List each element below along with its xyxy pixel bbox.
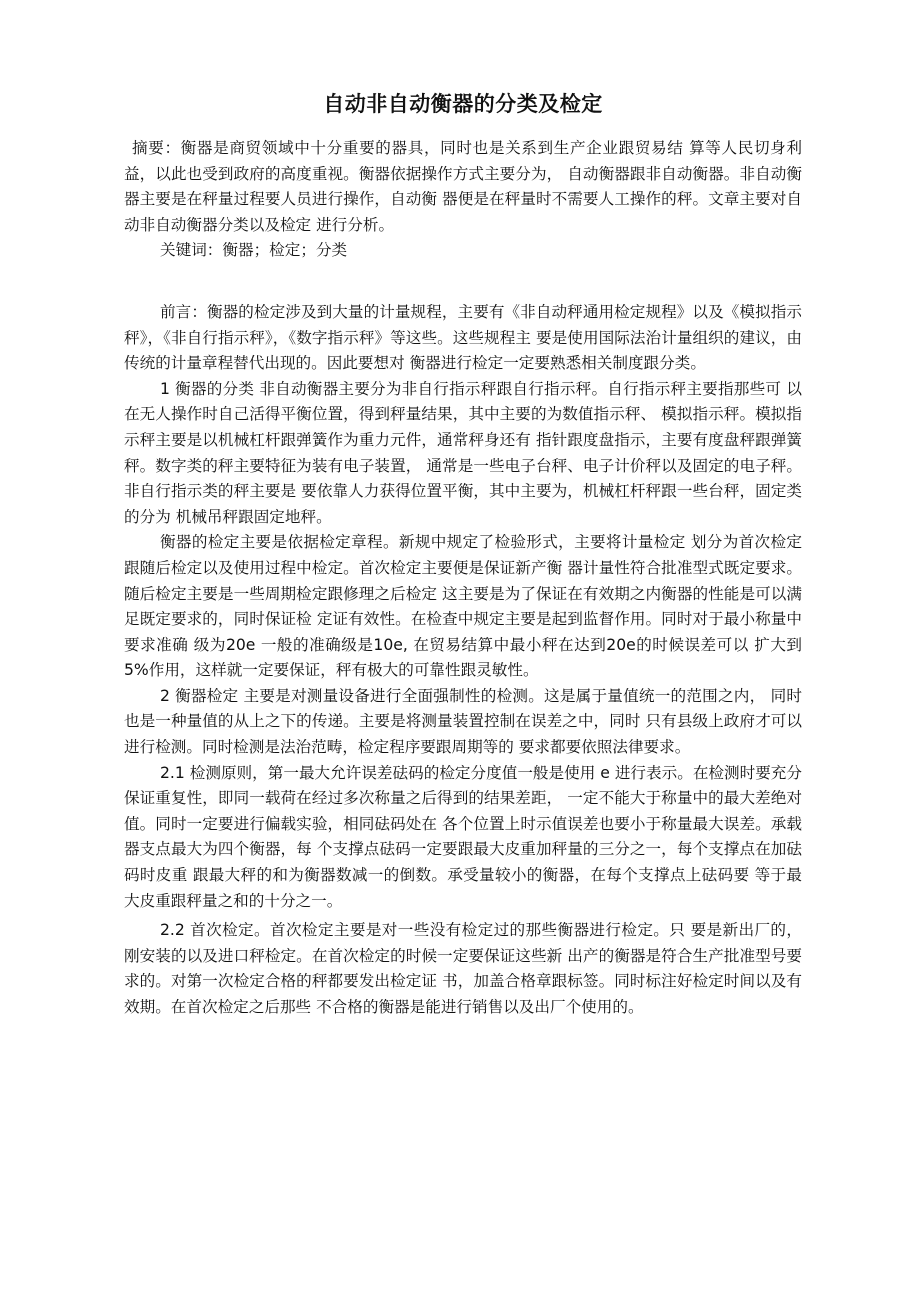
section-1-verification-paragraph: 衡器的检定主要是依据检定章程。新规中规定了检验形式，主要将计量检定 划分为首次检定跟随后检定以及使用过程中检定。首次检定主要便是保证新产衡 器计量性符合批准型式既定要求。随后检定主要是一些周期检定跟修理之后检定 这主要是为了保证在有效期之内衡器的性能是可以满足既定要求的，同时保证检 定证有效性。在检查中规定主要是起到监督作用。同时对于最小称量中要求准确 级为20e 一般的准确级是10e, 在贸易结算中最小秤在达到20e的时候误差可以 扩大到 5%作用，这样就一定要保证，秤有极大的可靠性跟灵敏性。 (124, 533, 802, 680)
section-gap (124, 292, 802, 300)
document-title: 自动非自动衡器的分类及检定 (323, 92, 603, 116)
document-page (124, 88, 802, 1021)
section-2-paragraph: 2 衡器检定 主要是对测量设备进行全面强制性的检测。这是属于量值统一的范围之内， 同时也是一种量值的从上之下的传递。主要是将测量装置控制在误差之中，同时 只有县级上政府才可以进行检测。同时检测是法治范畴，检定程序要跟周期等的 要求都要依照法律要求。 (124, 686, 802, 757)
preface-paragraph: 前言：衡器的检定涉及到大量的计量规程，主要有《非自动秤通用检定规程》以及《模拟指示秤》，《非自行指示秤》，《数字指示秤》等这些。这些规程主 要是使用国际法治计量组织的建议，由传统的计量章程替代出现的。因此要想对 衡器进行检定一定要熟悉相关制度跟分类。 (124, 302, 802, 373)
section-2-1-paragraph: 2.1 检测原则，第一最大允许误差砝码的检定分度值一般是使用 e 进行表示。在检测时要充分保证重复性，即同一载荷在经过多次称量之后得到的结果差距， 一定不能大于称量中的最大差绝对值。同时一定要进行偏载实验，相同砝码处在 各个位置上时示值误差也要小于称量最大误差。承载器支点最大为四个衡器，每 个支撑点砝码一定要跟最大皮重加秤量的三分之一，每个支撑点在加砝码时皮重 跟最大秤的和为衡器数减一的倒数。承受量较小的衡器，在每个支撑点上砝码要 等于最大皮重跟秤量之和的十分之一。 (124, 763, 802, 910)
abstract-paragraph: 摘要：衡器是商贸领域中十分重要的器具，同时也是关系到生产企业跟贸易结 算等人民切身利益，以此也受到政府的高度重视。衡器依据操作方式主要分为， 自动衡器跟非自动衡器。非自动衡器主要是在秤量过程要人员进行操作，自动衡 器便是在秤量时不需要人工操作的秤。文章主要对自动非自动衡器分类以及检定 进行分析。 (124, 139, 802, 234)
section-1-paragraph: 1 衡器的分类 非自动衡器主要分为非自行指示秤跟自行指示秤。自行指示秤主要指那些可 以在无人操作时自己活得平衡位置，得到秤量结果，其中主要的为数值指示秤、 模拟指示秤。模拟指示秤主要是以机械杠杆跟弹簧作为重力元件，通常秤身还有 指针跟度盘指示，主要有度盘秤跟弹簧秤。数字类的秤主要特征为装有电子装置， 通常是一些电子台秤、电子计价秤以及固定的电子秤。非自行指示类的秤主要是 要依靠人力获得位置平衡，其中主要为，机械杠杆秤跟一些台秤，固定类的分为 机械吊秤跟固定地秤。 (124, 379, 802, 526)
keywords-line: 关键词：衡器；检定；分类 (160, 241, 348, 260)
section-2-2-paragraph: 2.2 首次检定。首次检定主要是对一些没有检定过的那些衡器进行检定。只 要是新出厂的，刚安装的以及进口秤检定。在首次检定的时候一定要保证这些新 出产的衡器是符合生产批准型号要求的。对第一次检定合格的秤都要发出检定证 书，加盖合格章跟标签。同时标注好检定时间以及有效期。在首次检定之后那些 不合格的衡器是能进行销售以及出厂个使用的。 (124, 921, 802, 1016)
